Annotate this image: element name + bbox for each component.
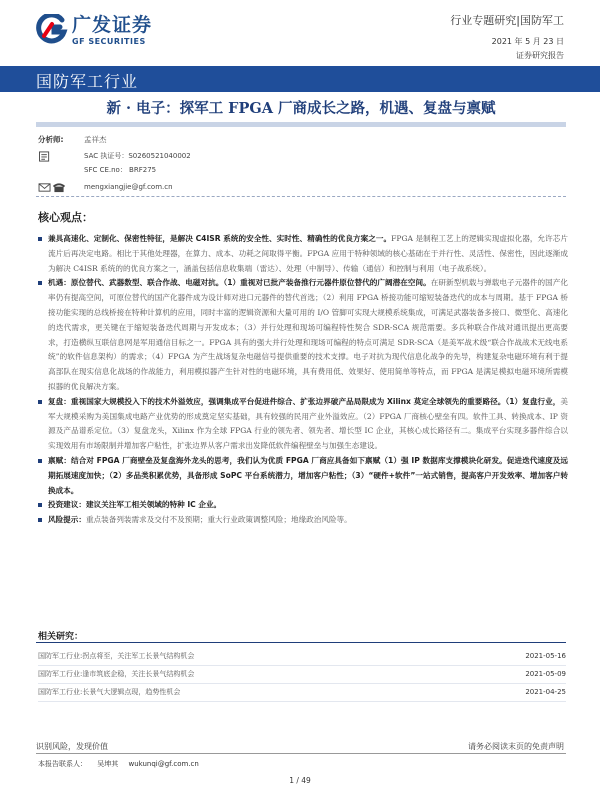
related-item-date: 2021-05-16 bbox=[525, 652, 566, 660]
related-research-heading: 相关研究： bbox=[38, 632, 84, 642]
related-item[interactable] bbox=[38, 648, 566, 666]
report-date: 2021 年 5 月 23 日 bbox=[491, 37, 564, 46]
related-item[interactable] bbox=[38, 666, 566, 684]
footer-divider bbox=[36, 753, 566, 754]
related-research-list bbox=[38, 648, 566, 702]
report-type: 行业专题研究|国防军工 bbox=[450, 14, 564, 27]
banner-title: 国防军工行业 bbox=[36, 72, 139, 91]
logo-cn: 广发证券 bbox=[72, 13, 153, 36]
related-item[interactable] bbox=[38, 684, 566, 702]
point-1-text: FPGA 是制程工艺上的逻辑实现虚拟化器，允许芯片流片后再决定电路。相比于其他处理器，在算力、成本、功耗之间取得平衡。FPGA 应用于特种领域的核心基础在于并行性、灵活性、保密性，因此逐渐成为解决 C4ISR 系统的的优良方案之一，涵盖包括信息收集端（雷达）、处理（中制导）、传输（通信）和控制与利用（电子战系统）。 bbox=[48, 234, 569, 273]
related-item-title: 国防军工行业:长景气大逻辑点现，趋势性机会 bbox=[38, 688, 181, 696]
report-category: 证券研究报告 bbox=[516, 51, 564, 60]
logo-en: GF SECURITIES bbox=[72, 36, 146, 46]
analyst-name: 孟祥杰 bbox=[84, 134, 107, 144]
analyst-sfc: SFC CE.no： BRF275 bbox=[84, 166, 157, 174]
bullet-square-icon bbox=[38, 281, 42, 285]
bullet-square-icon bbox=[38, 518, 42, 522]
analyst-label: 分析师: bbox=[38, 134, 64, 144]
phone-icon bbox=[52, 182, 66, 193]
contact-label: 本报告联系人： bbox=[38, 760, 87, 768]
point-5 bbox=[38, 498, 568, 513]
point-3 bbox=[38, 395, 568, 454]
contact-email[interactable]: wukunqi@gf.com.cn bbox=[128, 760, 199, 768]
contact-name: 吴坤其 bbox=[97, 760, 119, 768]
related-item-date: 2021-05-09 bbox=[525, 670, 566, 678]
bullet-square-icon bbox=[38, 400, 42, 404]
related-divider bbox=[36, 642, 566, 643]
analyst-sac: SAC 执证号：S0260521040002 bbox=[84, 152, 191, 160]
point-4-bold: 禀赋：结合对 FPGA 厂商壁垒及复盘海外龙头的思考，我们认为优质 FPGA 厂商应具备如下禀赋（1）强 IP 数据库支撑模块化研发。促进迭代速度及远期拓展速度加快；（2）多品类积累优势，具备形成 SoPC 平台系统潜力，增加客户粘性；（3）“硬件+软件”一站式销售，提高客户开发效率、增加客户转换成本。 bbox=[48, 455, 568, 495]
page-header bbox=[0, 0, 600, 64]
related-item-title: 国防军工行业:拐点将至，关注军工长景气结构机会 bbox=[38, 652, 195, 660]
footer-disclaimer-note: 请务必阅读末页的免责声明 bbox=[468, 742, 564, 751]
bullet-square-icon bbox=[38, 459, 42, 463]
document-title: 新 · 电子：探军工 FPGA 厂商成长之路，机遇、复盘与禀赋 bbox=[106, 100, 496, 117]
point-2 bbox=[38, 276, 568, 394]
bullet-square-icon bbox=[38, 237, 42, 241]
certificate-icon bbox=[38, 151, 52, 162]
point-3-bold: 复盘：重视国家大规模投入下的技术外溢效应，强调集成平台促进件综合、扩张边界破产品局限成为 Xilinx 莫定全球领先的重要路径。（1）复盘行业， bbox=[48, 396, 561, 406]
point-3-text: 美军大规模采购为美国集成电路产业优势的形成奠定坚实基础，具有较强的民用产业外溢效应。（2）FPGA 厂商核心壁垒有四。软件工具、转换成本、IP 资源及产品谱系定位。（3）复盘龙头，Xilinx 作为全球 FPGA 行业的领先者、领先者、增长型 IC 企业，其核心成长路径有二。集成平台实现多器件综合以实现效用有市场限制并增加客户粘性，扩张边界从客户需求出发降低软件编程壁垒与加强生态建设。 bbox=[48, 396, 568, 451]
industry-banner bbox=[0, 66, 600, 92]
footer-slogan: 识别风险，发现价值 bbox=[36, 742, 108, 751]
point-1-bold: 兼具高速化、定制化、保密性特征，是解决 C4ISR 系统的安全性、实时性、精确性的优良方案之一。 bbox=[48, 234, 392, 243]
page-number: 1 / 49 bbox=[289, 776, 311, 785]
related-item-title: 国防军工行业:逢市筑底企稳，关注长景气结构机会 bbox=[38, 670, 195, 678]
point-4 bbox=[38, 454, 568, 498]
point-2-bold: 机遇：原位替代、武器数型、联合作战、电磁对抗。（1）重视对已批产装备推行元器件原位替代的广阔潜在空间。 bbox=[48, 278, 431, 288]
mail-icon bbox=[38, 182, 52, 193]
gf-logo-icon bbox=[36, 14, 68, 46]
footer-contact bbox=[38, 759, 207, 769]
point-6-text: 重点装备列装需求及交付不及预期；重大行业政策调整风险；地缘政治风险等。 bbox=[85, 515, 352, 525]
core-views-heading: 核心观点： bbox=[38, 211, 93, 224]
point-6 bbox=[38, 513, 568, 528]
point-2-text: 在研新型机载与弹载电子元器件的国产化率仍有提高空间，可原位替代的国产化器件成为设计师对进口元器件的替代首选；（2）利用 FPGA 桥接功能可缩短装备迭代的成本与周期。基于 FPGA 桥接功能实现的总线桥接在特种计算机的应用，同时丰富的逻辑资源和大量可用的 I/O 管脚可实现大规模系统集成，可满足武器装备多接口、微型化、高速化的迭代需求，更关键在于缩短装备迭代周期与开发成本；（3）并行处理和现场可编程特性契合 SDR-SCA 规范需要。多兵种联合作战对通讯提出更高要求，打造横纵互联信息网是军用通信目标之一。FPGA 具有的强大并行处理和现场可编程的特点可满足 SDR-SCA（是美军战术级“联合作战战术无线电系统”的软件信息架构）的需求；（4）FPGA 为产生战场复杂电磁信号提供重要的技术支撑。电子对抗为现代信息化战争的先导，构建复杂电磁环境有利于提高部队在现实信息化战场的作战能力，利用模拟器产生针对性的电磁环境，具有费用低、效果好、使用简单等特点，而 FPGA 是满足模拟电磁环境所需模拟器的优良解决方案。 bbox=[48, 278, 569, 391]
analyst-block bbox=[38, 132, 191, 194]
bullet-square-icon bbox=[38, 503, 42, 507]
analyst-divider bbox=[36, 196, 566, 197]
core-points bbox=[38, 232, 568, 528]
gf-logo bbox=[36, 14, 152, 46]
point-6-bold: 风险提示： bbox=[48, 515, 86, 525]
title-divider bbox=[36, 122, 566, 127]
related-item-date: 2021-04-25 bbox=[525, 688, 566, 696]
point-1 bbox=[38, 232, 568, 276]
point-5-bold: 投资建议：建议关注军工相关领域的特种 IC 企业。 bbox=[48, 500, 222, 510]
analyst-email[interactable]: mengxiangjie@gf.com.cn bbox=[84, 183, 173, 191]
